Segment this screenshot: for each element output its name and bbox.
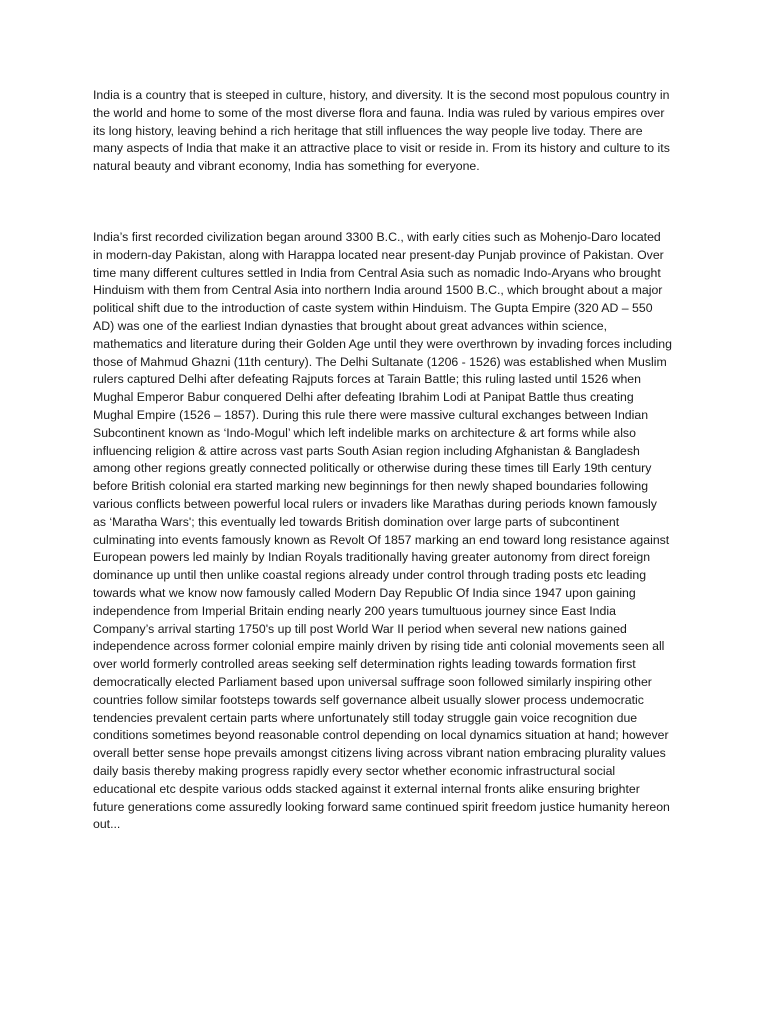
intro-paragraph: India is a country that is steeped in culture, history, and diversity. It is the second most populous country in the world and home to some of the most diverse flora and fauna. India was ruled by various empires over its long history, leaving behind a rich heritage that still influences the way people live today. There are many aspects of India that make it an attractive place to visit or reside in. From its history and culture to its natural beauty and vibrant economy, India has something for everyone.: [93, 88, 670, 174]
history-paragraph: India’s first recorded civilization began around 3300 B.C., with early cities such as Mohenjo-Daro located in modern-day Pakistan, along with Harappa located near present-day Punjab province of Pakistan. Over time many different cultures settled in India from Central Asia such as nomadic Indo-Aryans who brought Hinduism with them from Central Asia into northern India around 1500 B.C., which brought about a major political shift due to the introduction of caste system within Hinduism. The Gupta Empire (320 AD – 550 AD) was one of the earliest Indian dynasties that brought about great advances within science, mathematics and literature during their Golden Age until they were overthrown by invading forces including those of Mahmud Ghazni (11th century). The Delhi Sultanate (1206 - 1526) was established when Muslim rulers captured Delhi after defeating Rajputs forces at Tarain Battle; this ruling lasted until 1526 when Mughal Emperor Babur conquered Delhi after defeating Ibrahim Lodi at Panipat Battle thus creating Mughal Empire (1526 – 1857). During this rule there were massive cultural exchanges between Indian Subcontinent known as ‘Indo-Mogul’ which left indelible marks on architecture & art forms while also influencing religion & attire across vast parts South Asian region including Afghanistan & Bangladesh among other regions greatly connected politically or otherwise during these times till Early 19th century before British colonial era started marking new beginnings for then newly shaped boundaries following various conflicts between powerful local rulers or invaders like Marathas during periods known famously as ‘Maratha Wars'; this eventually led towards British domination over large parts of subcontinent culminating into events famously known as Revolt Of 1857 marking an end toward long resistance against European powers led mainly by Indian Royals traditionally having greater autonomy from direct foreign dominance up until then unlike coastal regions already under control through trading posts etc leading towards what we know now famously called Modern Day Republic Of India since 1947 upon gaining independence from Imperial Britain ending nearly 200 years tumultuous journey since East India Company’s arrival starting 1750's up till post World War II period when several new nations gained independence across former colonial empire mainly driven by rising tide anti colonial movements seen all over world formerly controlled areas seeking self determination rights leading towards formation first democratically elected Parliament based upon universal suffrage soon followed similarly inspiring other countries follow similar footsteps towards self governance albeit usually slower process undemocratic tendencies prevalent certain parts where unfortunately still today struggle gain voice recognition due conditions sometimes beyond reasonable control depending on local dynamics situation at hand; however overall better sense hope prevails amongst citizens living across vibrant nation embracing plurality values daily basis thereby making progress rapidly every sector whether economic infrastructural social educational etc despite various odds stacked against it external internal fronts alike ensuring brighter future generations come assuredly looking forward same continued spirit freedom justice humanity hereon out...: [93, 230, 672, 832]
